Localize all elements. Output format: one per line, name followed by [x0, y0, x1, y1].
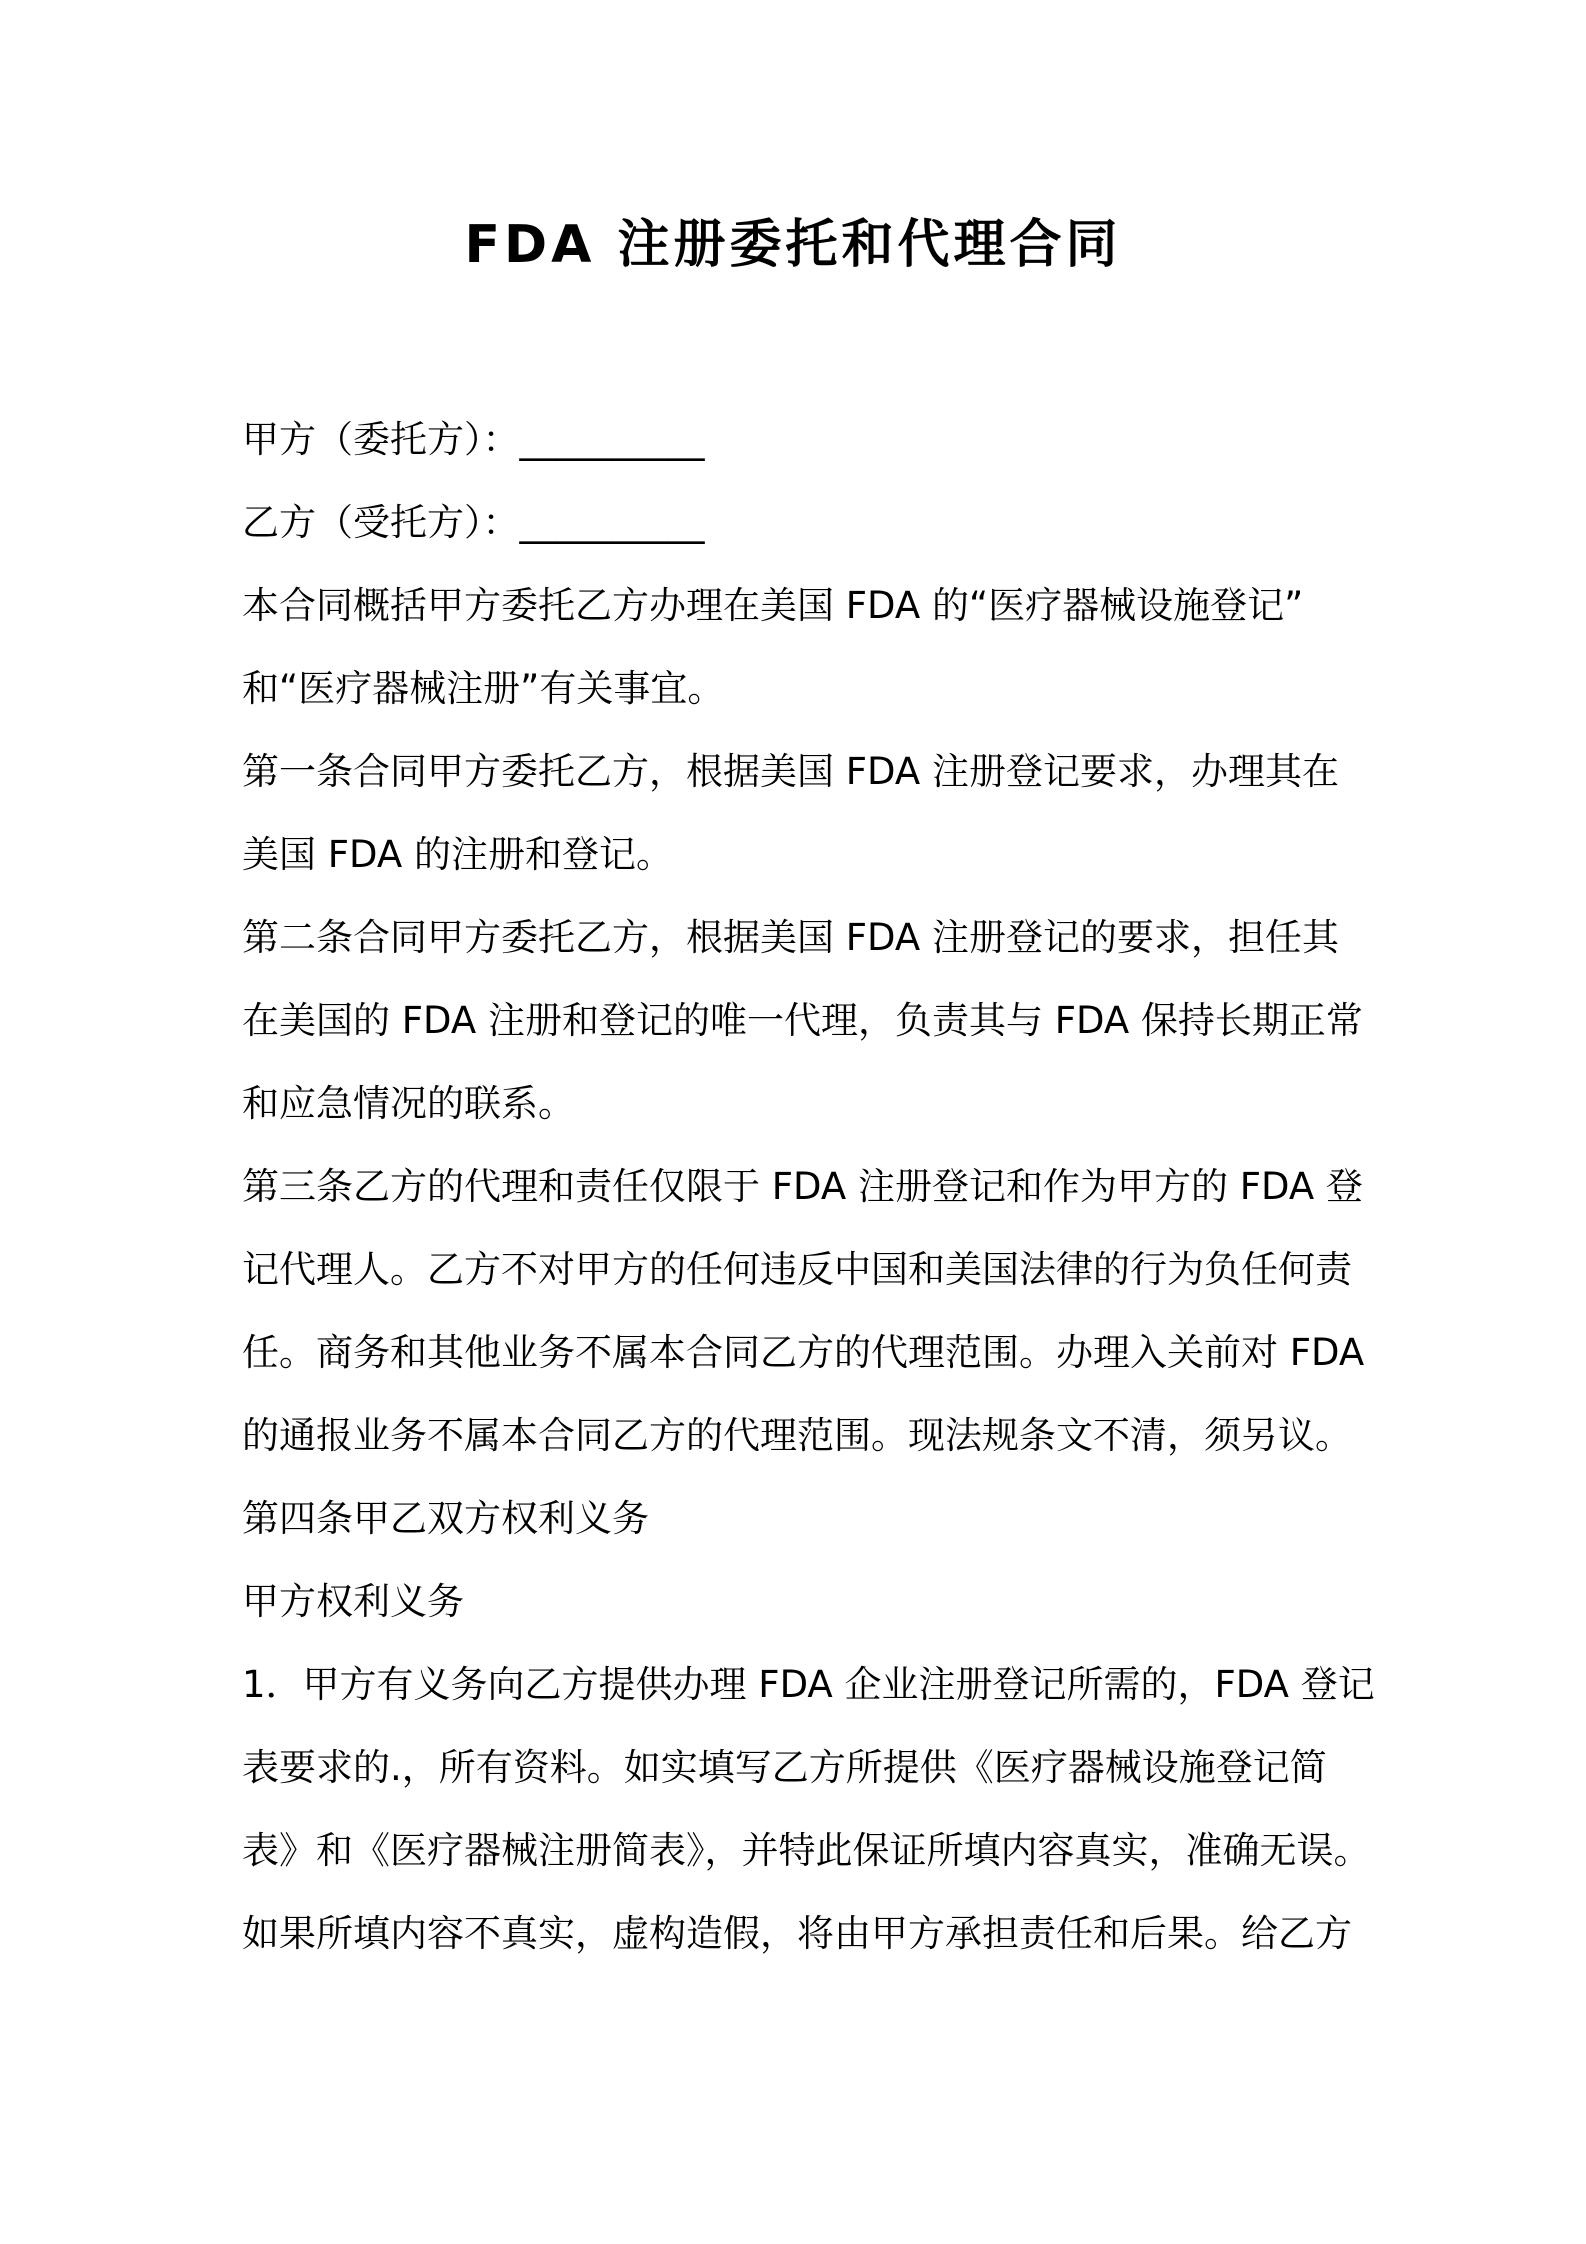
clause-1-line: 表要求的.，所有资料。如实填写乙方所提供《医疗器械设施登记简 [242, 1746, 1327, 1789]
article-1-line: 美国 FDA 的注册和登记。 [242, 833, 673, 876]
clause-1-line: 表》和《医疗器械注册简表》，并特此保证所填内容真实，准确无误。 [242, 1829, 1371, 1872]
article-1-line: 第一条合同甲方委托乙方，根据美国 FDA 注册登记要求，办理其在 [242, 750, 1339, 793]
intro-line: 本合同概括甲方委托乙方办理在美国 FDA 的“医疗器械设施登记” [242, 584, 1304, 627]
party-a-rights-heading: 甲方权利义务 [242, 1580, 464, 1623]
party-b-line: 乙方（受托方）：__________ [242, 501, 705, 544]
party-a-line: 甲方（委托方）：__________ [242, 418, 705, 461]
intro-line: 和“医疗器械注册”有关事宜。 [242, 667, 725, 710]
article-2-line: 在美国的 FDA 注册和登记的唯一代理，负责其与 FDA 保持长期正常 [242, 999, 1363, 1042]
article-3-line: 记代理人。乙方不对甲方的任何违反中国和美国法律的行为负任何责 [242, 1248, 1352, 1291]
clause-1-line: 1．甲方有义务向乙方提供办理 FDA 企业注册登记所需的，FDA 登记 [242, 1663, 1375, 1706]
article-3-line: 任。商务和其他业务不属本合同乙方的代理范围。办理入关前对 FDA [242, 1331, 1365, 1374]
article-4-heading: 第四条甲乙双方权利义务 [242, 1497, 649, 1540]
clause-1-line: 如果所填内容不真实，虚构造假，将由甲方承担责任和后果。给乙方 [242, 1912, 1352, 1955]
article-2-line: 第二条合同甲方委托乙方，根据美国 FDA 注册登记的要求，担任其 [242, 916, 1339, 959]
article-3-line: 的通报业务不属本合同乙方的代理范围。现法规条文不清，须另议。 [242, 1414, 1352, 1457]
article-3-line: 第三条乙方的代理和责任仅限于 FDA 注册登记和作为甲方的 FDA 登 [242, 1165, 1363, 1208]
article-2-line: 和应急情况的联系。 [242, 1082, 575, 1125]
document-body [242, 398, 1375, 1975]
document-title: FDA 注册委托和代理合同 [464, 215, 1122, 275]
